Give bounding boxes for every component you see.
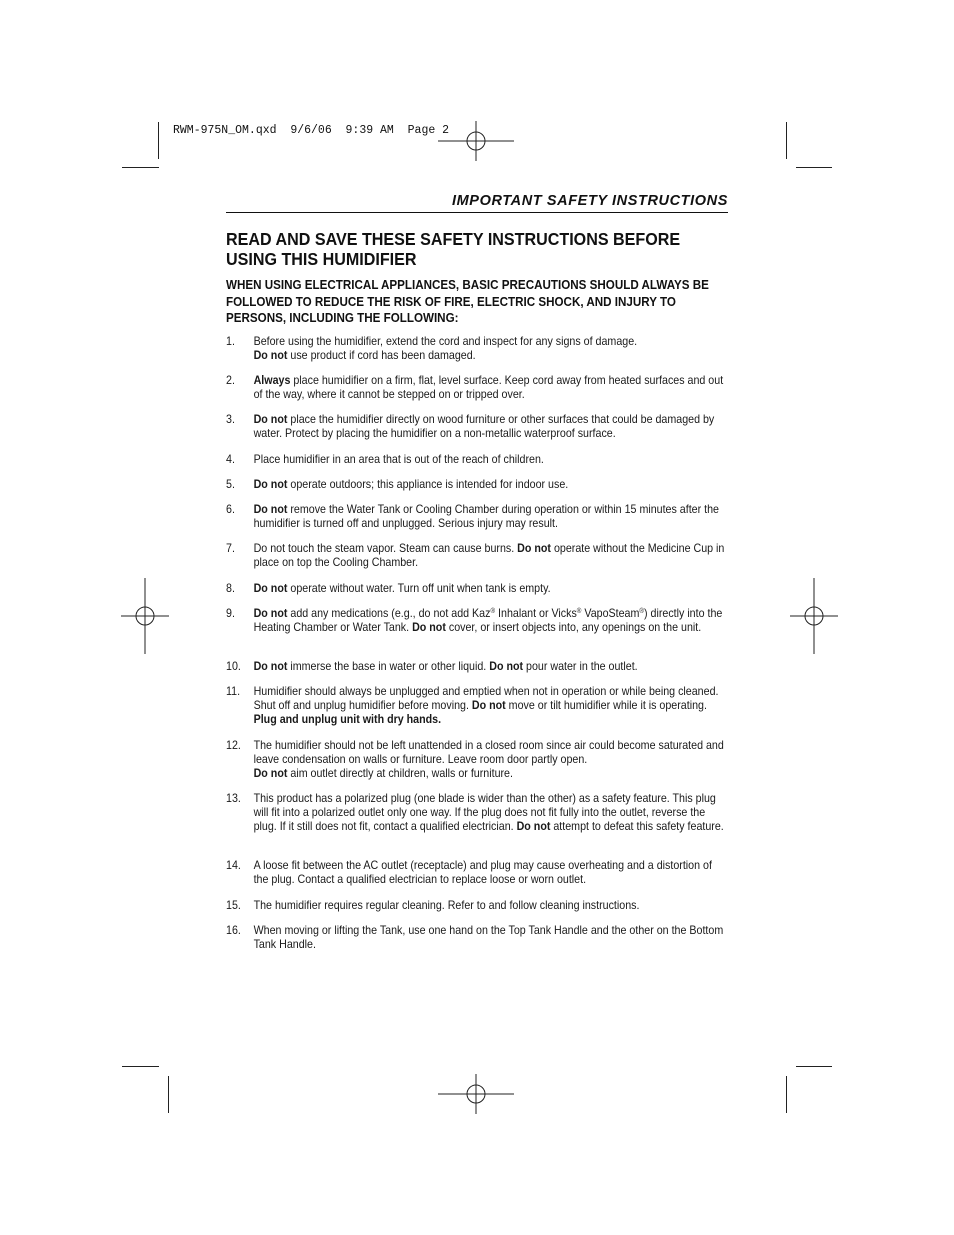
- list-item-line: [254, 738, 729, 766]
- list-item-line: [254, 898, 729, 912]
- body-text: aim outlet directly at children, walls or furniture.: [287, 766, 513, 781]
- list-item-text: [254, 659, 729, 673]
- list-item-text: [254, 581, 729, 595]
- list-item-text: [254, 452, 729, 466]
- list-item-line: [254, 541, 729, 569]
- crop-mark: [168, 1076, 169, 1113]
- list-item-line: [254, 348, 729, 362]
- body-text: The humidifier requires regular cleaning. Refer to and follow cleaning instructions.: [253, 898, 640, 912]
- crop-mark: [796, 167, 832, 168]
- emphasis-text: Do not: [516, 819, 551, 834]
- body-text: operate without the Medicine Cup in place on top the Cooling Chamber.: [253, 541, 725, 570]
- list-item-text: [254, 898, 729, 912]
- body-text: A loose fit between the AC outlet (receptacle) and plug may cause overheating and a distortion of the plug. Contact a qualified electrician to replace loose or worn outlet.: [253, 858, 712, 887]
- list-item-text: [254, 477, 729, 491]
- body-text: Before using the humidifier, extend the cord and inspect for any signs of damage.: [253, 334, 638, 348]
- list-item-text: [254, 858, 729, 886]
- emphasis-text: Plug and unplug unit with dry hands.: [253, 712, 442, 727]
- list-item: [226, 659, 729, 673]
- list-item-number: 6.: [226, 502, 235, 516]
- list-item-number: 7.: [226, 541, 235, 555]
- list-item-number: 2.: [226, 373, 235, 387]
- emphasis-text: Do not: [253, 659, 288, 673]
- list-item: [226, 791, 729, 834]
- body-text: This product has a polarized plug (one blade is wider than the other) as a safety feature. This plug will fit into a polarized outlet only one way. If the plug does not fit fully into the outlet, reverse the plug. If it still does not fit, contact a qualified electrician.: [253, 791, 716, 834]
- body-text: When moving or lifting the Tank, use one hand on the Top Tank Handle and the other on the Bottom Tank Handle.: [253, 923, 724, 952]
- list-item: [226, 412, 729, 440]
- list-item: [226, 898, 729, 912]
- list-item-line: [254, 659, 729, 673]
- list-item-text: [254, 791, 729, 834]
- crop-mark: [122, 167, 159, 168]
- body-text: use product if cord has been damaged.: [287, 348, 476, 363]
- list-item-line: [254, 858, 729, 886]
- emphasis-text: Do not: [253, 502, 288, 516]
- list-item: [226, 606, 729, 634]
- header-divider: [226, 212, 728, 213]
- body-text: cover, or insert objects into, any openings on the unit.: [445, 620, 702, 635]
- body-text: remove the Water Tank or Cooling Chamber during operation or within 15 minutes after the humidifier is turned off and unplugged. Serious injury may result.: [253, 502, 719, 531]
- crop-mark: [786, 1076, 787, 1113]
- body-text: VapoSteam: [581, 606, 640, 620]
- list-item-line: [254, 606, 729, 634]
- crop-mark: [786, 122, 787, 159]
- list-item: [226, 502, 729, 530]
- crop-mark: [122, 1066, 159, 1067]
- list-item-line: [254, 581, 729, 595]
- body-text: The humidifier should not be left unattended in a closed room since air could become saturated and leave condensation on walls or furniture. Leave room door partly open.: [253, 738, 724, 767]
- registered-mark: ®: [490, 608, 496, 615]
- registration-mark-icon: [438, 1056, 514, 1132]
- list-item: [226, 684, 729, 727]
- list-item-line: [254, 684, 729, 727]
- list-item-number: 9.: [226, 606, 235, 620]
- page-title: READ AND SAVE THESE SAFETY INSTRUCTIONS BEFORE USING THIS HUMIDIFIER: [226, 229, 681, 269]
- registration-mark-icon: [438, 103, 514, 179]
- body-text: place the humidifier directly on wood furniture or other surfaces that could be damaged by water. Protect by placing the humidifier on a non-metallic waterproof surface.: [253, 412, 715, 441]
- body-text: Place humidifier in an area that is out of the reach of children.: [253, 452, 544, 466]
- list-item-text: [254, 412, 729, 440]
- list-item-number: 4.: [226, 452, 235, 466]
- list-item: [226, 477, 729, 491]
- list-item-line: [254, 412, 729, 440]
- emphasis-text: Do not: [253, 766, 288, 781]
- emphasis-text: Always: [253, 373, 291, 387]
- emphasis-text: Do not: [253, 581, 288, 595]
- list-item: [226, 738, 729, 781]
- emphasis-text: Do not: [471, 698, 506, 713]
- printer-slug: RWM-975N_OM.qxd 9/6/06 9:39 AM Page 2: [173, 124, 450, 137]
- list-item-line: [254, 923, 729, 951]
- list-item-number: 3.: [226, 412, 235, 426]
- list-item-number: 12.: [226, 738, 241, 752]
- registration-mark-icon: [776, 578, 852, 654]
- list-item: [226, 541, 729, 569]
- list-item-text: [254, 334, 729, 362]
- section-header: IMPORTANT SAFETY INSTRUCTIONS: [452, 193, 728, 209]
- list-item-line: [254, 373, 729, 401]
- body-text: place humidifier on a firm, flat, level surface. Keep cord away from heated surfaces and out of the way, where it cannot be stepped on or tripped over.: [253, 373, 724, 402]
- registration-mark-icon: [107, 578, 183, 654]
- emphasis-text: Do not: [253, 477, 288, 491]
- list-item-number: 8.: [226, 581, 235, 595]
- list-item-line: [254, 791, 729, 834]
- body-text: pour water in the outlet.: [523, 659, 638, 673]
- emphasis-text: Do not: [412, 620, 446, 635]
- list-item: [226, 923, 729, 951]
- list-item-line: [254, 477, 729, 491]
- body-text: ) directly into the Heating Chamber or Water Tank.: [253, 606, 723, 635]
- emphasis-text: Do not: [489, 659, 524, 673]
- crop-mark: [796, 1066, 832, 1067]
- emphasis-text: Do not: [253, 348, 288, 363]
- list-item-text: [254, 684, 729, 727]
- list-item-text: [254, 923, 729, 951]
- list-item: [226, 452, 729, 466]
- list-item-number: 13.: [226, 791, 241, 805]
- list-item-number: 1.: [226, 334, 235, 348]
- list-item: [226, 581, 729, 595]
- body-text: operate outdoors; this appliance is intended for indoor use.: [287, 477, 569, 491]
- list-item-text: [254, 738, 729, 781]
- emphasis-text: Do not: [253, 606, 288, 620]
- list-item-line: [254, 334, 729, 348]
- list-item-text: [254, 502, 729, 530]
- registered-mark: ®: [639, 608, 644, 615]
- list-item: [226, 334, 729, 362]
- body-text: Inhalant or Vicks: [495, 606, 577, 620]
- list-item-text: [254, 373, 729, 401]
- list-item-number: 11.: [226, 684, 241, 698]
- emphasis-text: Do not: [253, 412, 288, 426]
- body-text: Do not touch the steam vapor. Steam can cause burns.: [253, 541, 518, 555]
- emphasis-text: Do not: [517, 541, 552, 555]
- list-item-number: 14.: [226, 858, 241, 872]
- body-text: Humidifier should always be unplugged and emptied when not in operation or while being cleaned. Shut off and unplug humidifier before moving.: [253, 684, 719, 713]
- list-item-line: [254, 766, 729, 780]
- list-item-text: [254, 606, 729, 634]
- crop-mark: [158, 122, 159, 159]
- list-item: [226, 373, 729, 401]
- body-text: immerse the base in water or other liquid.: [287, 659, 490, 673]
- body-text: add any medications (e.g., do not add Kaz: [287, 606, 491, 620]
- list-item-number: 16.: [226, 923, 241, 937]
- body-text: attempt to defeat this safety feature.: [550, 819, 724, 834]
- list-item-number: 10.: [226, 659, 241, 673]
- body-text: operate without water. Turn off unit when tank is empty.: [287, 581, 551, 595]
- list-item-number: 5.: [226, 477, 235, 491]
- body-text: move or tilt humidifier while it is operating.: [505, 698, 707, 713]
- list-item-number: 15.: [226, 898, 241, 912]
- list-item-text: [254, 541, 729, 569]
- list-item-line: [254, 502, 729, 530]
- registered-mark: ®: [576, 608, 582, 615]
- list-item-line: [254, 452, 729, 466]
- list-item: [226, 858, 729, 886]
- warning-paragraph: WHEN USING ELECTRICAL APPLIANCES, BASIC PRECAUTIONS SHOULD ALWAYS BE FOLLOWED TO REDUCE THE RISK OF FIRE, ELECTRIC SHOCK, AND INJURY TO PERSONS, INCLUDING THE FOLLOWING:: [226, 278, 709, 325]
